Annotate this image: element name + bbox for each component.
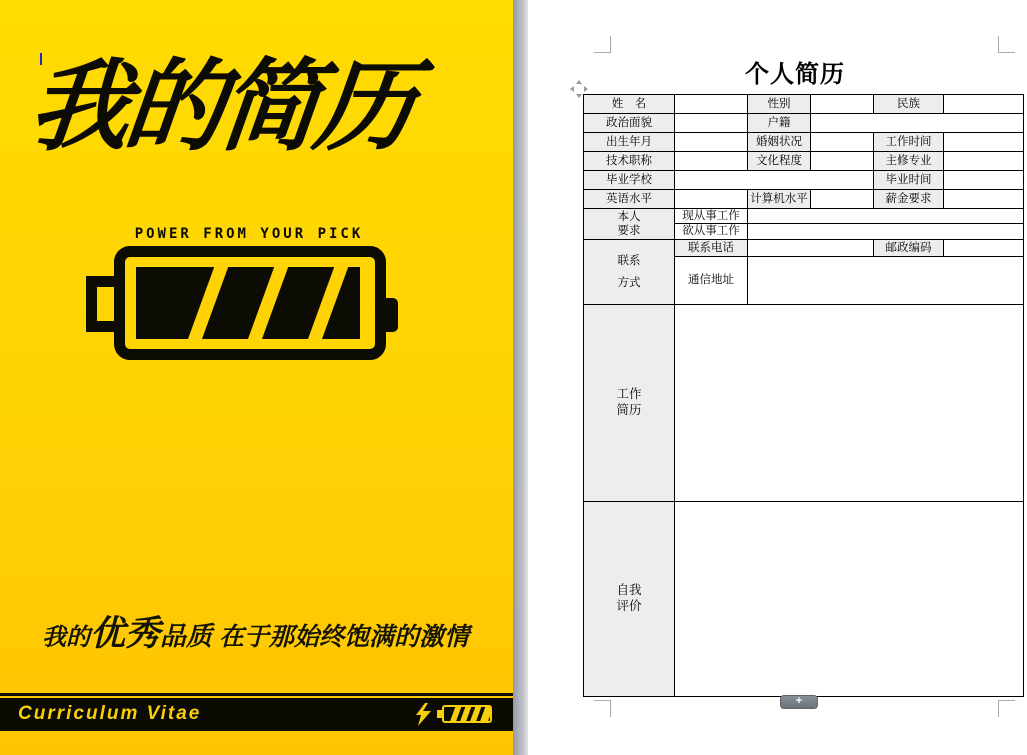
battery-stripe [244, 267, 291, 339]
cell-political-value[interactable] [675, 114, 748, 133]
tagline-part: 优秀 [90, 614, 161, 653]
cell-contact-label [584, 239, 675, 304]
cell-desired-job-value[interactable] [748, 224, 1024, 239]
battery-icon [86, 246, 400, 362]
cell-school-value[interactable] [675, 171, 874, 190]
cover-subtitle: POWER FROM YOUR PICK [134, 226, 364, 242]
cell-school-label: 毕业学校 [584, 171, 675, 190]
cover-page[interactable] [0, 0, 513, 755]
tagline-part: 我的 [42, 624, 90, 651]
cell-postal-value[interactable] [944, 239, 1024, 256]
cell-ethnicity-value[interactable] [944, 95, 1024, 114]
cell-address-label: 通信地址 [675, 256, 748, 304]
margin-mark-bottom-left [594, 700, 611, 717]
cell-techtitle-value[interactable] [675, 152, 748, 171]
battery-stripe [184, 267, 231, 339]
cell-personal-request-label [584, 209, 675, 240]
cell-ethnicity-label: 民族 [874, 95, 944, 114]
label-line: 本人 [617, 210, 641, 223]
margin-mark-top-left [594, 36, 611, 53]
cell-marital-value[interactable] [811, 133, 874, 152]
cell-self-evaluation-label [584, 501, 675, 696]
cell-phone-value[interactable] [748, 239, 874, 256]
cell-work-history-label [584, 304, 675, 501]
cell-english-label: 英语水平 [584, 190, 675, 209]
cell-name-label: 姓 名 [584, 95, 675, 114]
cell-address-value[interactable] [748, 256, 1024, 304]
cell-worktime-value[interactable] [944, 133, 1024, 152]
add-row-button[interactable]: + [780, 695, 818, 709]
cover-tagline [42, 606, 502, 656]
cell-self-evaluation-value[interactable] [675, 501, 1024, 696]
footer-brand-text: Curriculum Vitae [18, 703, 202, 724]
cell-work-history-value[interactable] [675, 304, 1024, 501]
cell-political-label: 政治面貌 [584, 114, 675, 133]
resume-table [583, 94, 1024, 697]
tagline-part: 品质 [160, 621, 213, 651]
lightning-icon [413, 703, 433, 726]
battery-stripe [304, 267, 351, 339]
cell-gradtime-label: 毕业时间 [874, 171, 944, 190]
cell-birth-value[interactable] [675, 133, 748, 152]
cell-registry-label: 户籍 [748, 114, 811, 133]
battery-fill [136, 267, 360, 339]
cell-gender-label: 性别 [748, 95, 811, 114]
label-line: 联系 [617, 254, 641, 267]
cell-desired-job-label: 欲从事工作 [675, 224, 748, 239]
margin-mark-bottom-right [998, 700, 1015, 717]
tagline-part: 在于那始终饱满的激情 [212, 623, 469, 651]
label-line: 方式 [617, 276, 641, 289]
label-line: 工作 [616, 387, 642, 402]
cell-computer-label: 计算机水平 [748, 190, 811, 209]
small-battery-icon [442, 705, 492, 723]
resume-page[interactable] [528, 0, 1027, 755]
cell-postal-label: 邮政编码 [874, 239, 944, 256]
cell-birth-label: 出生年月 [584, 133, 675, 152]
cell-current-job-label: 现从事工作 [675, 209, 748, 224]
footer-bar [0, 698, 513, 731]
cell-techtitle-label: 技术职称 [584, 152, 675, 171]
cell-worktime-label: 工作时间 [874, 133, 944, 152]
cell-phone-label: 联系电话 [675, 239, 748, 256]
cover-title: 我的简历 [23, 48, 417, 165]
battery-terminal [382, 298, 398, 332]
cell-salary-value[interactable] [944, 190, 1024, 209]
cell-english-value[interactable] [675, 190, 748, 209]
label-line: 要求 [617, 224, 641, 237]
page-gap [513, 0, 528, 755]
cell-education-label: 文化程度 [748, 152, 811, 171]
page-title: 个人简历 [745, 62, 845, 88]
footer-rule [0, 693, 513, 696]
cell-gradtime-value[interactable] [944, 171, 1024, 190]
label-line: 评价 [616, 598, 642, 613]
label-line: 自我 [616, 583, 642, 598]
cell-salary-label: 薪金要求 [874, 190, 944, 209]
cell-current-job-value[interactable] [748, 209, 1024, 224]
cell-major-value[interactable] [944, 152, 1024, 171]
small-battery-stripe [479, 707, 492, 723]
cell-computer-value[interactable] [811, 190, 874, 209]
cell-gender-value[interactable] [811, 95, 874, 114]
cell-education-value[interactable] [811, 152, 874, 171]
cell-name-value[interactable] [675, 95, 748, 114]
cell-major-label: 主修专业 [874, 152, 944, 171]
cell-registry-value[interactable] [811, 114, 1024, 133]
margin-mark-top-right [998, 36, 1015, 53]
label-line: 简历 [616, 402, 642, 417]
cell-marital-label: 婚姻状况 [748, 133, 811, 152]
